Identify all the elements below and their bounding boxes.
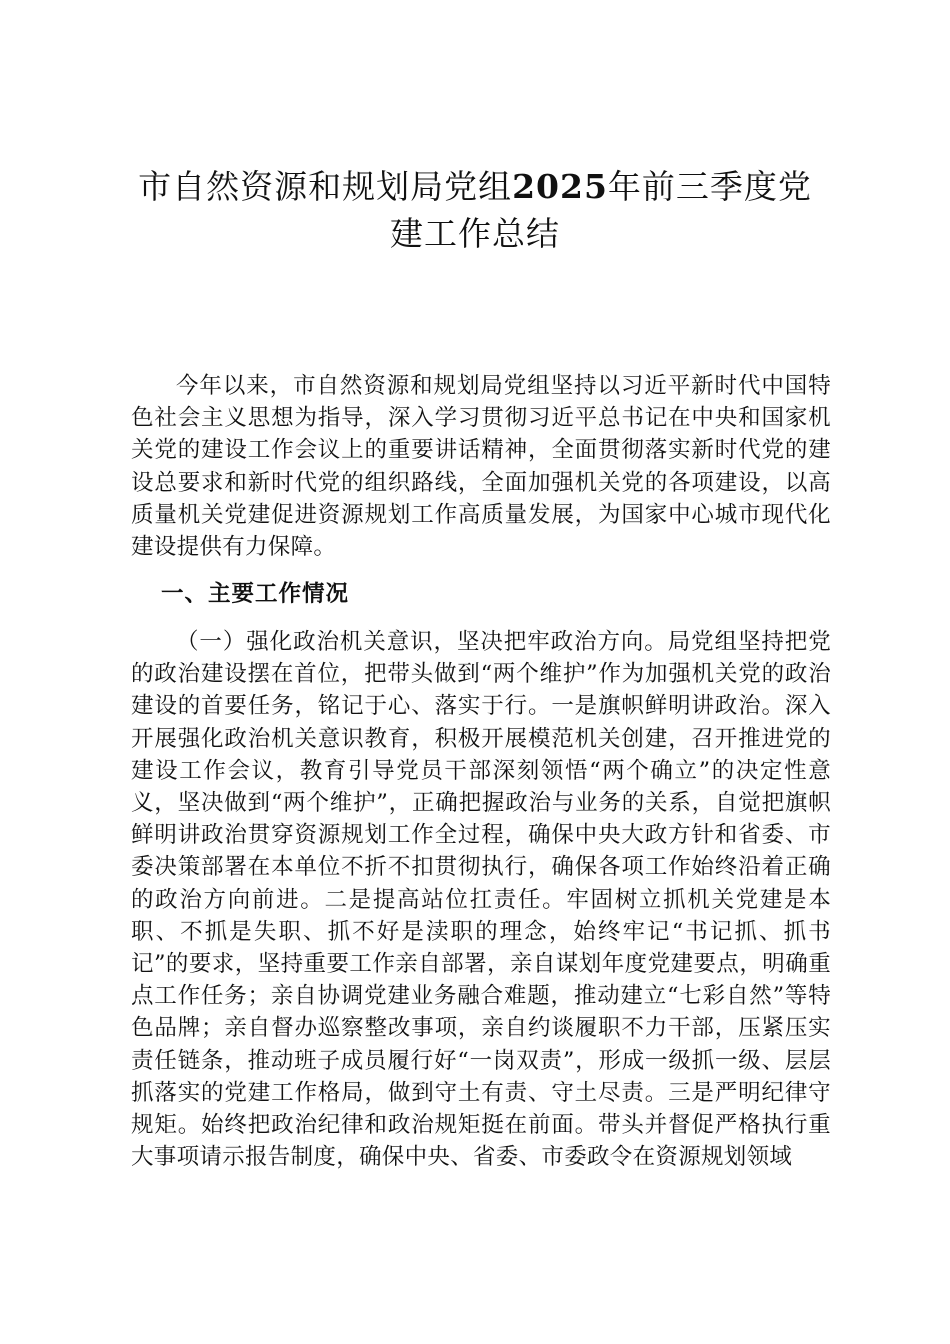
section1-paragraph: （一）强化政治机关意识，坚决把牢政治方向。局党组坚持把党的政治建设摆在首位，把带头做到“两个维护”作为加强机关党的政治建设的首要任务，铭记于心、落实于行。一是旗帜鲜明讲政治。深入开展强化政治机关意识教育，积极开展模范机关创建，召开推进党的建设工作会议，教育引导党员干部深刻领悟“两个确立”的决定性意义，坚决做到“两个维护”，正确把握政治与业务的关系，自觉把旗帜鲜明讲政治贯穿资源规划工作全过程，确保中央大政方针和省委、市委决策部署在本单位不折不扣贯彻执行，确保各项工作始终沿着正确的政治方向前进。二是提高站位扛责任。牢固树立抓机关党建是本职、不抓是失职、抓不好是渎职的理念，始终牢记“书记抓、抓书记”的要求，坚持重要工作亲自部署，亲自谋划年度党建要点，明确重点工作任务；亲自协调党建业务融合难题，推动建立“七彩自然”等特色品牌；亲自督办巡察整改事项，亲自约谈履职不力干部，压紧压实责任链条，推动班子成员履行好“一岗双责”，形成一级抓一级、层层抓落实的党建工作格局，做到守土有责、守土尽责。三是严明纪律守规矩。始终把政治纪律和政治规矩挺在前面。带头并督促严格执行重大事项请示报告制度，确保中央、省委、市委政令在资源规划领域 [131,629,831,1171]
title-year: 2025 [512,167,608,206]
section-heading: 一、主要工作情况 [161,581,350,607]
title-part2: 年前三季度党 [607,167,812,206]
document-title [120,163,830,257]
title-part1: 市自然资源和规划局党组 [138,167,513,206]
intro-paragraph: 今年以来，市自然资源和规划局党组坚持以习近平新时代中国特色社会主义思想为指导，深入学习贯彻习近平总书记在中央和国家机关党的建设工作会议上的重要讲话精神，全面贯彻落实新时代党的建设总要求和新时代党的组织路线，全面加强机关党的各项建设，以高质量机关党建促进资源规划工作高质量发展，为国家中心城市现代化建设提供有力保障。 [131,373,831,561]
title-line2: 建工作总结 [390,214,560,253]
